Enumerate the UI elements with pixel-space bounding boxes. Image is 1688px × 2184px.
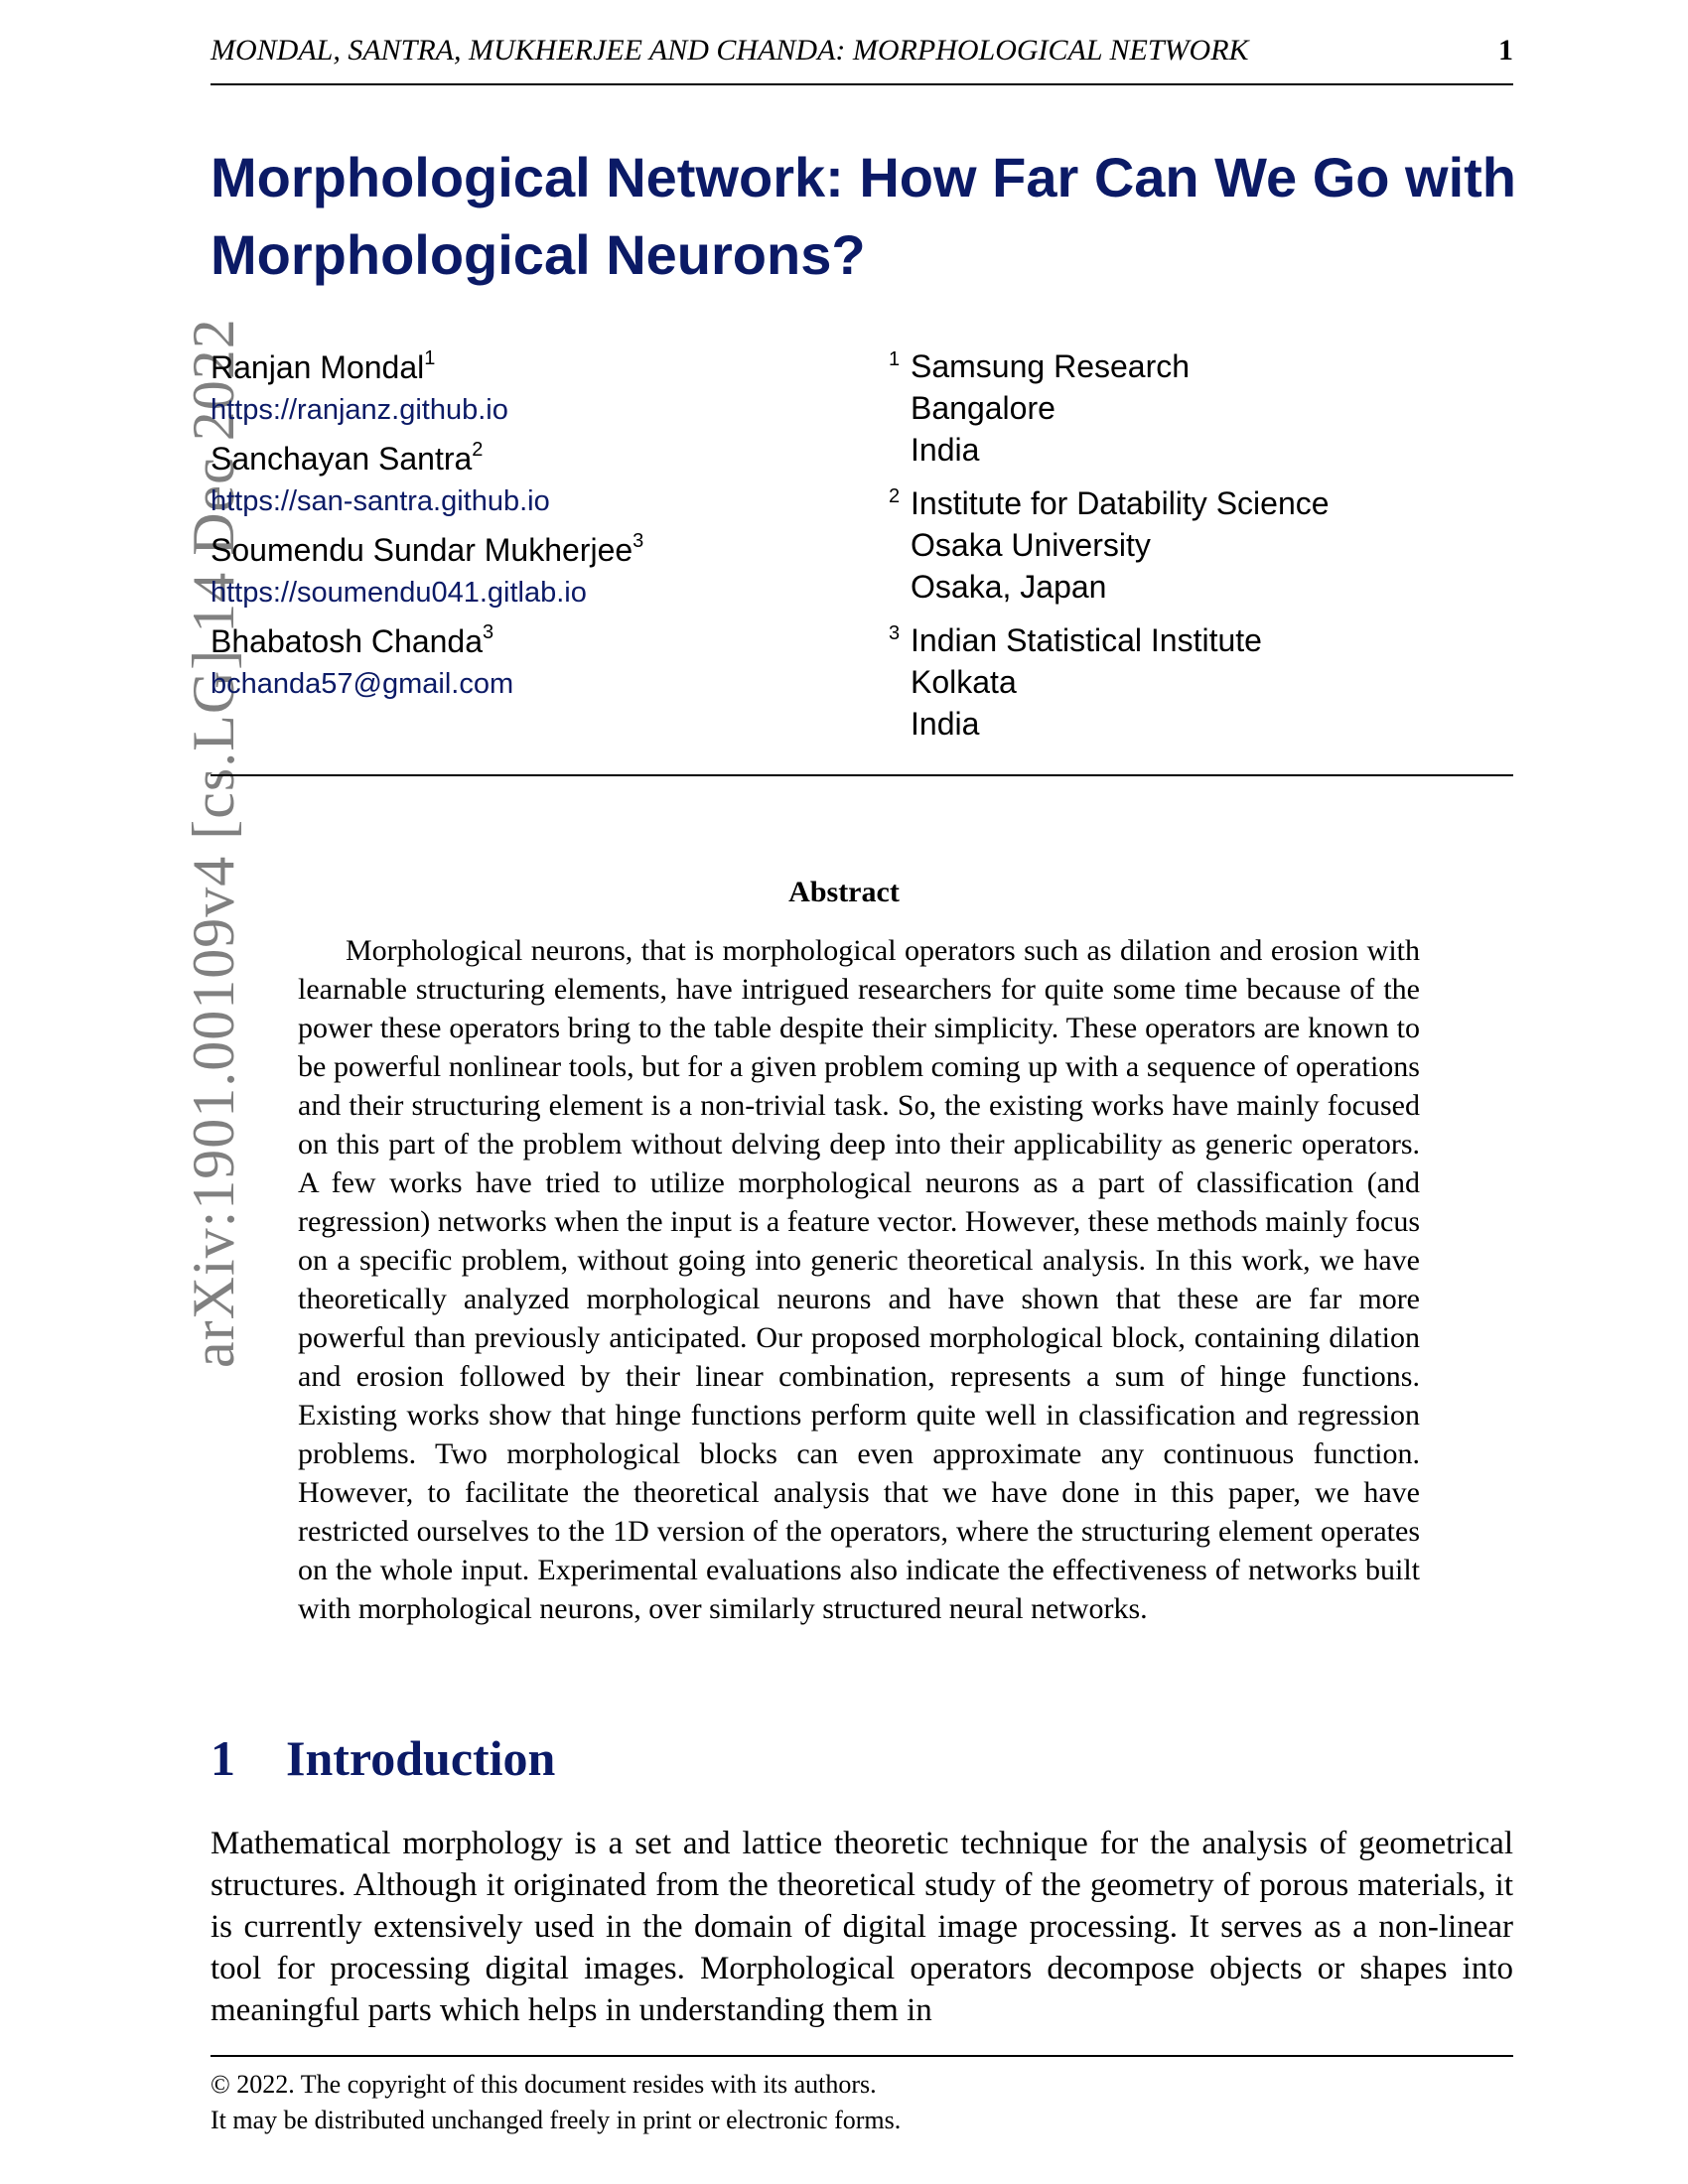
distribution-line: It may be distributed unchanged freely in print or electronic forms. (211, 2106, 902, 2134)
affiliation-marker: 3 (483, 621, 494, 643)
affiliation-number: 2 (889, 485, 901, 507)
running-head (211, 34, 1513, 73)
affiliation-line: Osaka, Japan (911, 569, 1107, 605)
affiliation-line: India (911, 706, 980, 742)
affiliation-entry (889, 619, 1524, 745)
author-homepage-link[interactable]: https://ranjanz.github.io (211, 394, 508, 426)
affiliation-line: Institute for Datability Science (911, 485, 1330, 521)
author-name: Sanchayan Santra (211, 441, 473, 477)
affiliation-marker: 3 (633, 530, 644, 552)
affiliation-list (889, 345, 1524, 756)
author-list (211, 345, 856, 711)
running-head-text: MONDAL, SANTRA, MUKHERJEE AND CHANDA: MORPHOLOGICAL NETWORK (211, 34, 1249, 67)
section-number: 1 (211, 1730, 235, 1786)
author-email-link[interactable]: bchanda57@gmail.com (211, 668, 514, 700)
copyright-line: © 2022. The copyright of this document resides with its authors. (211, 2070, 877, 2099)
author-homepage-link[interactable]: https://soumendu041.gitlab.io (211, 577, 587, 609)
affiliation-number: 1 (889, 348, 901, 370)
affiliation-marker: 1 (424, 347, 436, 369)
footer-rule (211, 2055, 1513, 2057)
author-name: Bhabatosh Chanda (211, 623, 483, 659)
affiliation-line: Kolkata (911, 664, 1017, 700)
copyright-footer (211, 2067, 1513, 2138)
section-heading (211, 1729, 555, 1787)
affiliation-line: Osaka University (911, 527, 1151, 563)
affiliation-entry (889, 345, 1524, 471)
affiliation-line: India (911, 432, 980, 468)
abstract-heading: Abstract (788, 876, 900, 908)
header-rule (211, 83, 1513, 85)
author-entry (211, 345, 856, 431)
section-title: Introduction (286, 1730, 556, 1786)
paper-title: Morphological Network: How Far Can We Go with Morphological Neurons? (211, 146, 1517, 286)
affiliation-marker: 2 (472, 439, 484, 461)
author-name: Ranjan Mondal (211, 349, 425, 385)
affiliation-number: 3 (889, 622, 901, 644)
author-entry (211, 528, 856, 614)
author-entry (211, 619, 856, 705)
title-block-rule (211, 774, 1513, 776)
affiliation-line: Bangalore (911, 390, 1055, 426)
author-homepage-link[interactable]: https://san-santra.github.io (211, 485, 550, 517)
introduction-body: Mathematical morphology is a set and lattice theoretic technique for the analysis of geometrical structures. Although it originated from the theoretical study of the geometry of porous materials, it is currently extensively used in the domain of digital image processing. It serves as a non-linear tool for processing digital images. Morphological operators decompose objects or shapes into meaningful parts which helps in understanding them in (211, 1826, 1513, 2028)
abstract-body: Morphological neurons, that is morphological operators such as dilation and erosion with learnable structuring elements, have intrigued researchers for quite some time because of the power these operators bring to the table despite their simplicity. These operators are known to be powerful nonlinear tools, but for a given problem coming up with a sequence of operations and their structuring element is a non-trivial task. So, the existing works have mainly focused on this part of the problem without delving deep into their applicability as generic operators. A few works have tried to utilize morphological neurons as a part of classification (and regression) networks when the input is a feature vector. However, these methods mainly focus on a specific problem, without going into generic theoretical analysis. In this work, we have theoretically analyzed morphological neurons and have shown that these are far more powerful than previously anticipated. Our proposed morphological block, containing dilation and erosion followed by their linear combination, represents a sum of hinge functions. Existing works show that hinge functions perform quite well in classification and regression problems. Two morphological blocks can even approximate any continuous function. However, to facilitate the theoretical analysis that we have done in this paper, we have restricted ourselves to the 1D version of the operators, where the structuring element operates on the whole input. Experimental evaluations also indicate the effectiveness of networks built with morphological neurons, over similarly structured neural networks. (298, 934, 1420, 1625)
page-number: 1 (1498, 34, 1513, 67)
affiliation-line: Samsung Research (911, 348, 1191, 384)
affiliation-line: Indian Statistical Institute (911, 622, 1262, 658)
affiliation-entry (889, 482, 1524, 608)
author-name: Soumendu Sundar Mukherjee (211, 532, 633, 568)
arxiv-stamp: arXiv:1901.00109v4 [cs.LG] 14 Dec 2022 (181, 318, 246, 1368)
author-entry (211, 437, 856, 522)
